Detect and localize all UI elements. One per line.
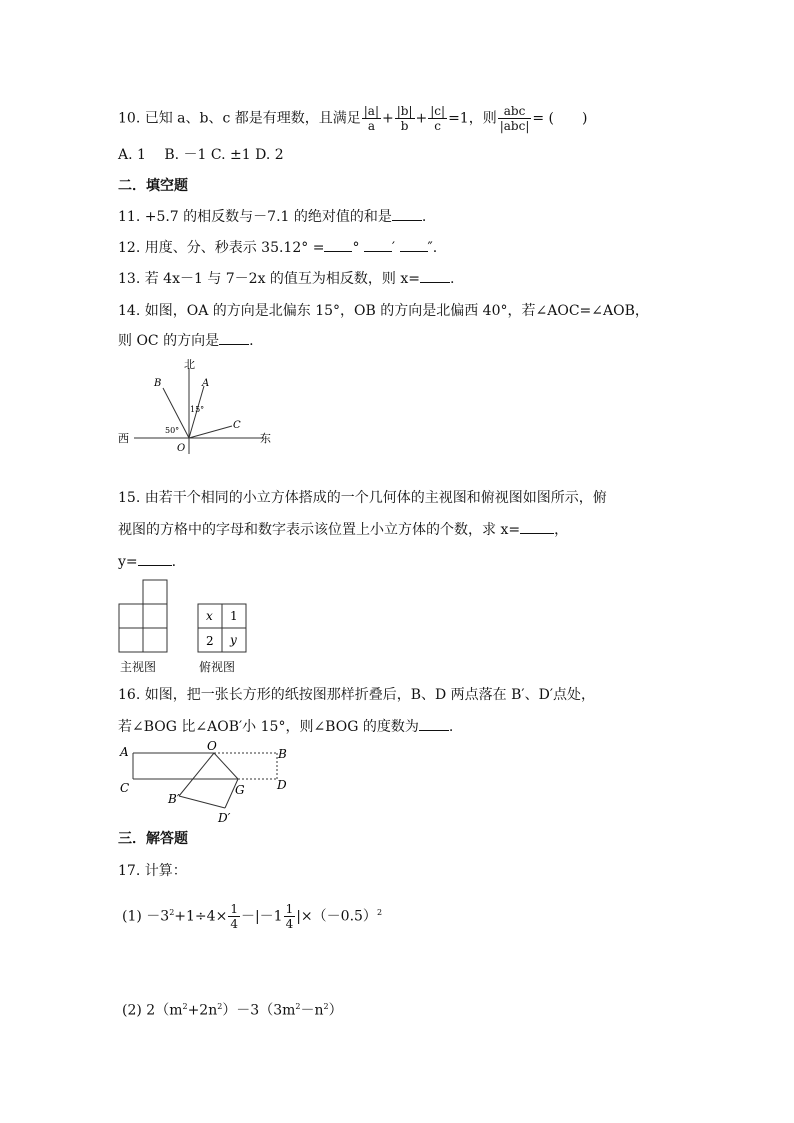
label-point-o: O (177, 443, 186, 454)
cell-y: y (230, 633, 237, 647)
cell-2: 2 (206, 634, 214, 648)
label-east: 东 (260, 432, 271, 445)
label-point-o: O (207, 740, 217, 753)
front-view-diagram (118, 579, 174, 655)
fraction-abs-a: $\frac{|a|}{a}$ (363, 104, 380, 133)
fraction-abs-b: $\frac{|b|}{b}$ (396, 104, 413, 133)
question-16-line2: 若∠BOG 比∠AOB′小 15°，则∠BOG 的度数为 . (118, 719, 454, 735)
front-view-caption: 主视图 (120, 660, 157, 674)
section-title-solve: 三．解答题 (118, 831, 188, 847)
question-15-line3: y= . (118, 554, 177, 570)
question-17-part-2: (2) $2(m^2+2n^2)-3(3m^2-n^2)$ (122, 1002, 343, 1019)
question-17-part-1: $(1) -3^2+1\div 4\times$ $\frac{1}{4}$ －|－1 $\frac{1}{4}$ $|\times(-0.5)^2$ (122, 902, 383, 931)
answer-blank-second[interactable] (400, 239, 428, 252)
label-point-b-prime: B′ (168, 792, 180, 806)
answer-blank-minute[interactable] (364, 239, 392, 252)
angle-label-15: 15° (190, 405, 205, 414)
label-point-a: A (120, 745, 129, 759)
label-point-d: D (277, 778, 287, 792)
top-view-diagram (197, 603, 249, 655)
question-10: 10. 已知 a、b、c 都是有理数，且满足 $\frac{|a|}{a}$ + $\frac{|b|}{b}$ + $\frac{|c|}{c}$ =1，则 $\frac{\text{abc}}{\text{|abc|}}$ = ( ) (118, 104, 588, 133)
fraction-abc: $\frac{\text{abc}}{\text{|abc|}}$ (499, 104, 530, 133)
question-16-line1: 16. 如图，把一张长方形的纸按图那样折叠后，B、D 两点落在 B′、D′点处， (118, 687, 595, 703)
label-point-d-prime: D′ (218, 811, 231, 825)
mixed-fraction-quarter: $\frac{1}{4}$ (285, 902, 294, 931)
ray-oc (189, 426, 232, 438)
answer-blank[interactable] (392, 208, 422, 221)
cell-1: 1 (230, 609, 238, 623)
question-14-line2: 则 OC 的方向是 . (118, 333, 254, 349)
label-point-b: B (278, 747, 287, 761)
top-view-caption: 俯视图 (199, 660, 236, 674)
question-15-line1: 15. 由若干个相同的小立方体搭成的一个几何体的主视图和俯视图如图所示，俯 (118, 490, 607, 506)
label-point-b: B (154, 378, 162, 389)
label-north: 北 (184, 358, 195, 371)
fold-diagram (115, 740, 295, 828)
question-12: 12. 用度、分、秒表示 35.12° = ° ′ ″. (118, 240, 438, 256)
fraction-one-quarter: $\frac{1}{4}$ (230, 902, 238, 931)
answer-blank-x[interactable] (520, 521, 554, 534)
label-point-c: C (120, 781, 130, 795)
answer-blank[interactable] (420, 270, 450, 283)
section-title-fill-in: 二．填空题 (118, 178, 188, 194)
question-15-line2: 视图的方格中的字母和数字表示该位置上小立方体的个数，求 x= ， (118, 522, 569, 538)
fraction-abs-c: $\frac{|c|}{c}$ (430, 104, 446, 133)
question-11: 11. +5.7 的相反数与－7.1 的绝对值的和是 . (118, 209, 427, 225)
question-14-line1: 14. 如图，OA 的方向是北偏东 15°，OB 的方向是北偏西 40°，若∠AOC=∠AOB， (118, 303, 649, 319)
answer-blank[interactable] (219, 332, 249, 345)
angle-label-50: 50° (165, 426, 180, 435)
answer-blank[interactable] (419, 718, 449, 731)
answer-blank-degree[interactable] (324, 239, 352, 252)
label-point-c: C (233, 420, 241, 431)
question-13: 13. 若 4x－1 与 7－2x 的值互为相反数，则 x= . (118, 271, 455, 287)
label-west: 西 (118, 432, 129, 445)
cell-x: x (206, 609, 213, 623)
label-point-g: G (235, 783, 245, 797)
label-point-a: A (202, 378, 210, 389)
question-17-title: 17. 计算： (118, 863, 187, 879)
question-10-options: A. 1 B. －1 C. ±1 D. 2 (118, 147, 284, 163)
compass-diagram (112, 356, 282, 456)
answer-blank-y[interactable] (138, 553, 172, 566)
